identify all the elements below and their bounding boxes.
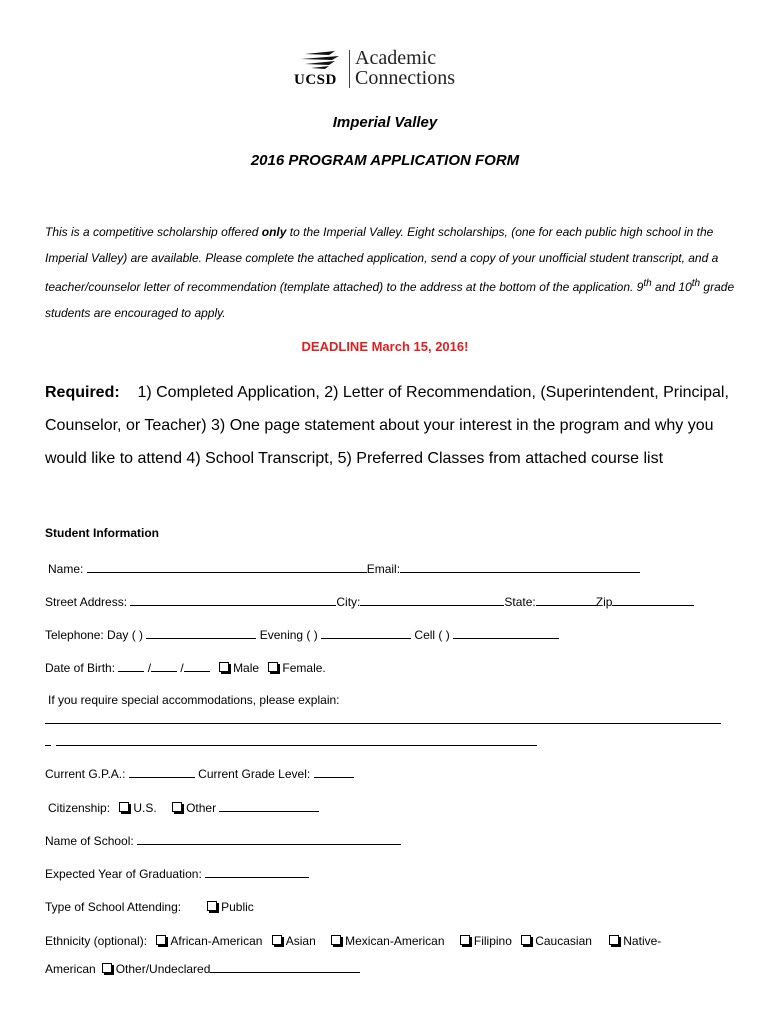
us-checkbox[interactable] [119,802,129,812]
requirements [45,376,745,475]
african-american-label: African-American [170,934,263,948]
dob-gender-row [45,660,326,675]
citizenship-label: Citizenship: [48,801,114,815]
other-citizenship-checkbox[interactable] [172,802,182,812]
other-undeclared-field[interactable] [210,961,360,973]
student-info-heading: Student Information [45,526,159,540]
name-email-row [48,561,640,576]
us-label: U.S. [133,801,157,815]
logo-divider [349,50,350,88]
grad-year-row [45,866,309,881]
logo-academic: Academic [355,47,437,69]
school-type-label: Type of School Attending: [45,900,182,914]
required-label: Required: [45,384,120,401]
accommodations-dash [45,745,51,746]
native-american-label-b: American [45,962,96,976]
state-label: State: [504,595,536,609]
gpa-field[interactable] [129,766,195,778]
native-american-label-a: Native- [623,934,662,948]
intro-part1: This is a competitive scholarship offered [45,225,262,239]
form-title: 2016 PROGRAM APPLICATION FORM [250,152,520,169]
zip-field[interactable] [612,594,694,606]
citizenship-row [48,800,319,815]
address-row [45,594,694,609]
school-label: Name of School: [45,834,138,848]
email-label: Email: [366,562,401,576]
other-citizenship-field[interactable] [219,800,319,812]
school-field[interactable] [137,833,401,845]
accommodations-field-1[interactable] [45,723,721,724]
filipino-label: Filipino [473,934,512,948]
african-american-checkbox[interactable] [156,935,166,945]
intro-part4: grade students are encouraged to apply. [45,280,735,320]
native-american-checkbox[interactable] [609,935,619,945]
accommodations-field-2[interactable] [56,745,537,746]
intro-sup1: th [643,278,652,289]
telephone-row [45,627,559,642]
dob-month-field[interactable] [118,660,144,672]
ethnicity-row-2 [45,961,360,976]
tel-evening-field[interactable] [321,627,411,639]
ethnicity-row [45,934,661,948]
other-citizenship-label: Other [186,801,220,815]
name-label: Name: [48,562,87,576]
tel-evening-label: Evening ( ) [256,628,322,642]
caucasian-checkbox[interactable] [521,935,531,945]
dob-sep2: / [177,661,184,675]
intro-part3: and 10 [651,280,692,294]
grade-label: Current Grade Level: [194,767,314,781]
location-title: Imperial Valley [332,114,438,131]
mexican-american-label: Mexican-American [345,934,445,948]
gpa-grade-row [45,766,354,781]
asian-label: Asian [285,934,316,948]
state-field[interactable] [536,594,596,606]
street-label: Street Address: [45,595,131,609]
city-field[interactable] [360,594,504,606]
required-text: 1) Completed Application, 2) Letter of Recommendation, (Superintendent, Principal, Counselor, or Teacher) 3) One page statement about your interest in the program and why you would like to attend 4) School Transcript, 5) Preferred Classes from attached course list [45,384,729,467]
tel-day-label: Telephone: Day ( ) [45,628,147,642]
school-type-row [45,900,254,914]
tel-day-field[interactable] [146,627,256,639]
filipino-checkbox[interactable] [460,935,470,945]
grad-year-field[interactable] [205,866,309,878]
ucsd-emblem-icon [299,48,341,70]
public-checkbox[interactable] [207,901,217,911]
intro-sup2: th [691,278,701,289]
ucsd-academic-connections-logo [294,48,494,92]
dob-year-field[interactable] [184,660,210,672]
city-label: City: [336,595,361,609]
dob-day-field[interactable] [151,660,177,672]
dob-label: Date of Birth: [45,661,119,675]
accommodations-label: If you require special accommodations, please explain: [48,693,340,707]
tel-cell-field[interactable] [453,627,559,639]
intro-part2: to the Imperial Valley. Eight scholarships, (one for each public high school in the Imperial Valley) are available. Please complete the attached application, send a copy of your unofficial student transcript, and a teacher/counselor letter of recommendation (template attached) to the address at the bottom of the application. 9 [45,225,719,294]
intro-paragraph [45,219,735,326]
email-field[interactable] [400,561,640,573]
grade-field[interactable] [314,766,354,778]
ethnicity-label: Ethnicity (optional): [45,934,151,948]
intro-bold-only: only [261,225,287,239]
other-undeclared-label: Other/Undeclared [115,962,211,976]
female-checkbox[interactable] [268,662,278,672]
female-label: Female. [282,661,326,675]
mexican-american-checkbox[interactable] [331,935,341,945]
street-field[interactable] [130,594,336,606]
other-undeclared-checkbox[interactable] [102,963,112,973]
gpa-label: Current G.P.A.: [45,767,129,781]
logo-ucsd: UCSD [294,72,337,88]
male-label: Male [233,661,260,675]
logo-connections: Connections [355,67,455,89]
public-label: Public [221,900,254,914]
deadline: DEADLINE March 15, 2016! [301,339,469,354]
grad-year-label: Expected Year of Graduation: [45,867,206,881]
asian-checkbox[interactable] [272,935,282,945]
dob-sep1: / [144,661,152,675]
school-name-row [45,833,401,848]
caucasian-label: Caucasian [535,934,592,948]
tel-cell-label: Cell ( ) [411,628,454,642]
zip-label: Zip [595,595,613,609]
male-checkbox[interactable] [219,662,229,672]
name-field[interactable] [87,561,367,573]
